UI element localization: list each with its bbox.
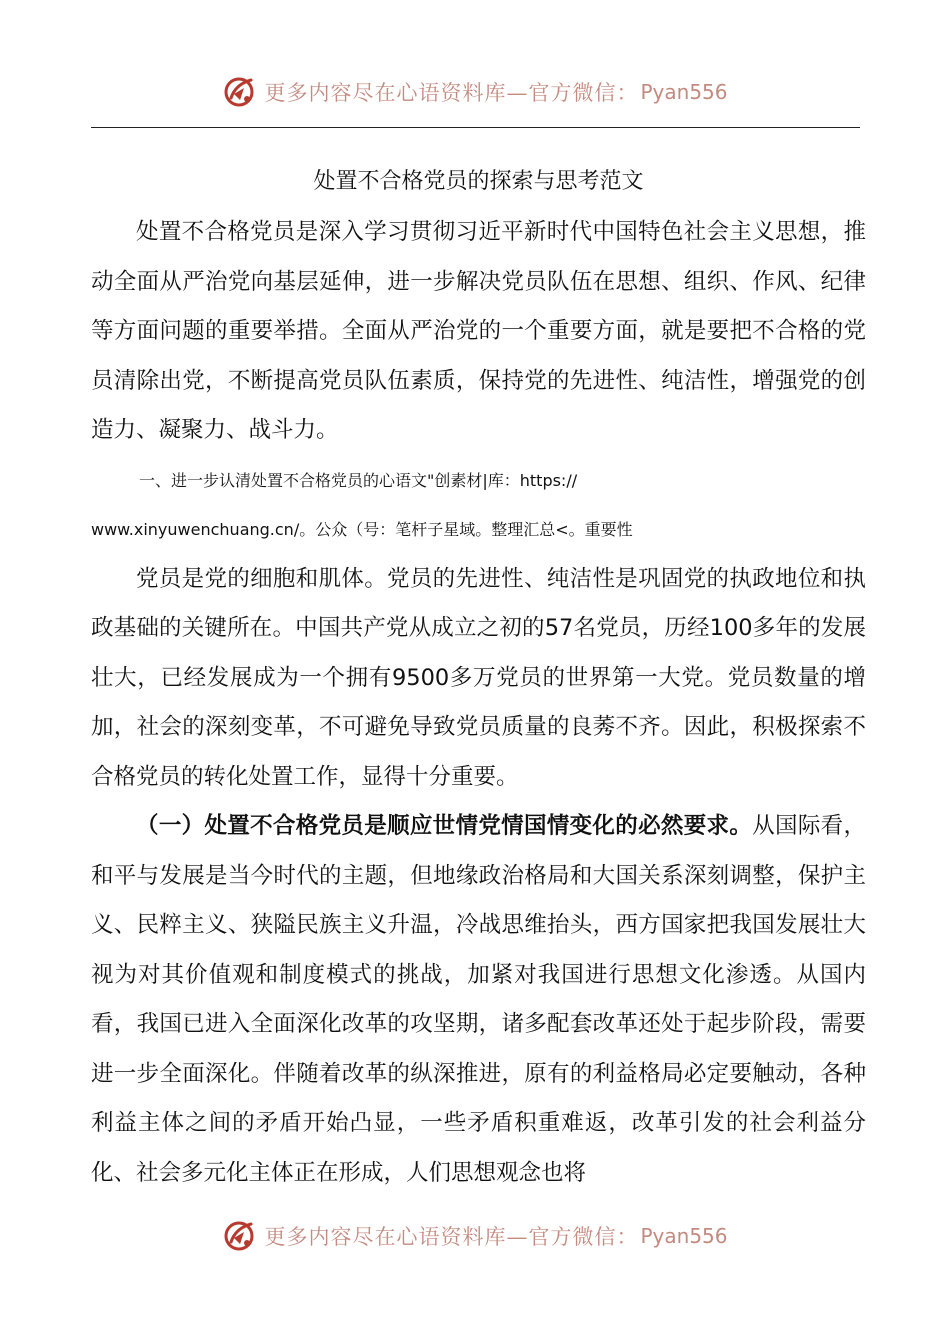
section-heading-line-1: 一、进一步认清处置不合格党员的心语文"创素材|库：https://	[139, 470, 578, 490]
brand-logo-icon	[222, 74, 258, 110]
paragraph-2: 党员是党的细胞和肌体。党员的先进性、纯洁性是巩固党的执政地位和执政基础的关键所在。中国共产党从成立之初的57名党员，历经100多年的发展壮大，已经发展成为一个拥有9500多万党员的世界第一大党。党员数量的增加，社会的深刻变革，不可避免导致党员质量的良莠不齐。因此，积极探索不合格党员的转化处置工作，显得十分重要。	[91, 565, 866, 790]
header-wechat-label: 官方微信：	[528, 81, 639, 105]
paragraph-3-text: 从国际看，和平与发展是当今时代的主题，但地缘政治格局和大国关系深刻调整，保护主义、民粹主义、狭隘民族主义升温，冷战思维抬头，西方国家把我国发展壮大视为对其价值观和制度模式的挑战，加紧对我国进行思想文化渗透。从国内看，我国已进入全面深化改革的攻坚期，诸多配套改革还处于起步阶段，需要进一步全面深化。伴随着改革的纵深推进，原有的利益格局必定要触动，各种利益主体之间的矛盾开始凸显，一些矛盾积重难返，改革引发的社会利益分化、社会多元化主体正在形成，人们思想观念也将	[91, 813, 866, 1186]
brand-logo-icon	[222, 1218, 258, 1254]
document-title: 处置不合格党员的探索与思考范文	[313, 169, 644, 194]
intro-paragraph: 处置不合格党员是深入学习贯彻习近平新时代中国特色社会主义思想，推动全面从严治党向基层延伸，进一步解决党员队伍在思想、组织、作风、纪律等方面问题的重要举措。全面从严治党的一个重要方面，就是要把不合格的党员清除出党，不断提高党员队伍素质，保持党的先进性、纯洁性，增强党的创造力、凝聚力、战斗力。	[91, 219, 866, 443]
footer-wechat-id: Pyan556	[640, 1224, 728, 1248]
document-body	[91, 158, 866, 1198]
header-brand-text: 更多内容尽在心语资料库—	[264, 81, 529, 105]
paragraph-3	[91, 802, 866, 1198]
section-heading-line-2: www.xinyuwenchuang.cn/。公众（号：笔杆子星域。整理汇总<。重要性	[91, 520, 633, 539]
footer-banner	[0, 1214, 950, 1258]
footer-wechat-label: 官方微信：	[528, 1225, 639, 1249]
header-divider	[91, 127, 860, 128]
header-banner	[0, 70, 950, 114]
paragraph-3-heading: （一）处置不合格党员是顺应世情党情国情变化的必然要求。	[136, 813, 753, 839]
header-wechat-id: Pyan556	[640, 80, 728, 104]
footer-brand-text: 更多内容尽在心语资料库—	[264, 1225, 529, 1249]
